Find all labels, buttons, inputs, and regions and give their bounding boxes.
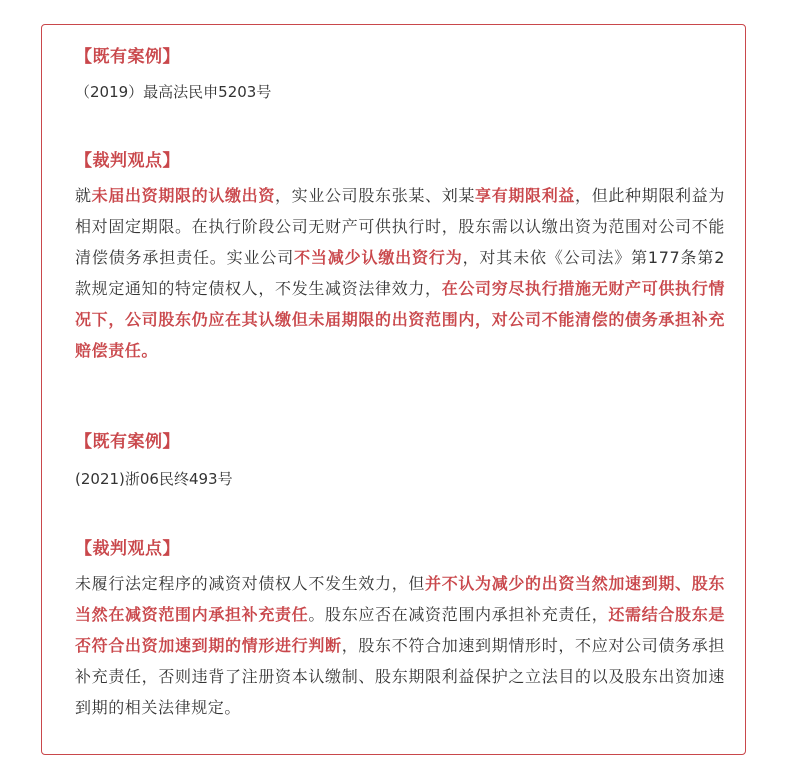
case-heading-2: 【既有案例】 <box>75 432 180 452</box>
judgment-view-heading-2: 【裁判观点】 <box>75 539 180 559</box>
paragraph-segment: ，对其未依《公司法》第177条第2款规定通知的特定债权人，不发生减资法律效力， <box>75 248 725 298</box>
judgment-view-paragraph-2 <box>75 568 725 723</box>
highlighted-segment: 享有期限利益 <box>475 186 576 205</box>
paragraph-segment: 。股东应否在减资范围内承担补充责任， <box>308 605 609 624</box>
case-reference-2: (2021)浙06民终493号 <box>75 470 233 488</box>
judgment-view-heading-1: 【裁判观点】 <box>75 151 180 171</box>
highlighted-segment: 并不认为减少的出资当然加速到期、股东当然在减资范围内承担补充责任 <box>75 574 725 624</box>
case-reference-1: （2019）最高法民申5203号 <box>75 83 272 101</box>
highlighted-segment: 不当减少认缴出资行为 <box>294 248 463 267</box>
highlighted-segment: 未届出资期限的认缴出资 <box>91 186 276 205</box>
case-card <box>41 24 746 755</box>
paragraph-segment: 就 <box>75 186 92 205</box>
paragraph-segment: 未履行法定程序的减资对债权人不发生效力，但 <box>75 574 426 593</box>
highlighted-segment: 在公司穷尽执行措施无财产可供执行情况下，公司股东仍应在其认缴但未届期限的出资范围内，对公司不能清偿的债务承担补充赔偿责任。 <box>75 279 725 360</box>
case-heading-1: 【既有案例】 <box>75 47 180 67</box>
paragraph-segment: ，股东不符合加速到期情形时，不应对公司债务承担补充责任，否则违背了注册资本认缴制、股东期限利益保护之立法目的以及股东出资加速到期的相关法律规定。 <box>75 636 725 717</box>
judgment-view-paragraph-1 <box>75 180 725 366</box>
paragraph-segment: ，实业公司股东张某、刘某 <box>275 186 476 205</box>
paragraph-segment: ，但此种期限利益为相对固定期限。在执行阶段公司无财产可供执行时，股东需以认缴出资为范围对公司不能清偿债务承担责任。实业公司 <box>75 186 725 267</box>
highlighted-segment: 还需结合股东是否符合出资加速到期的情形进行判断 <box>75 605 725 655</box>
